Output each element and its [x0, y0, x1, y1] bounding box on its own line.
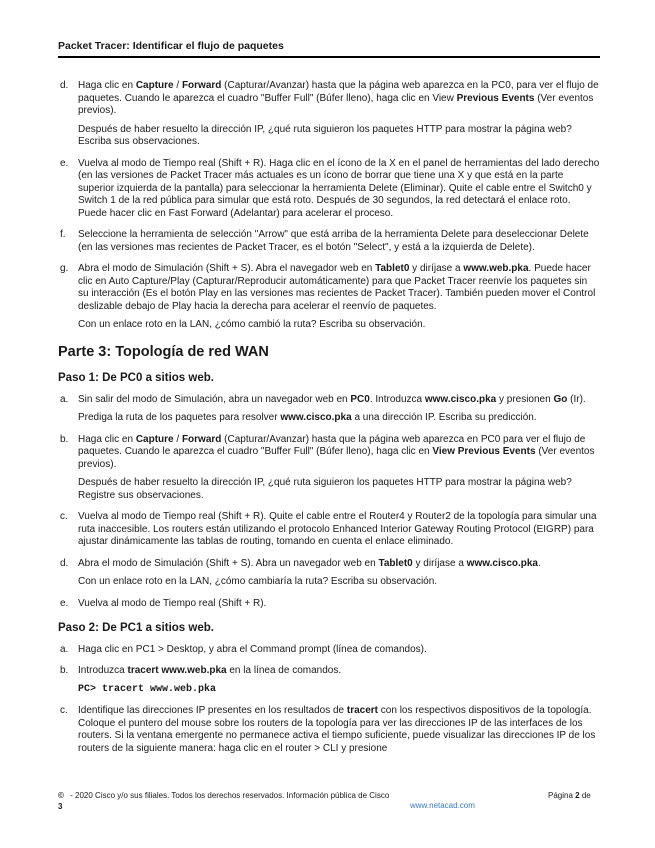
footer-copyright: [58, 790, 458, 812]
item-paragraph: Después de haber resuelto la dirección IP, ¿qué ruta siguieron los paquetes HTTP para mostrar la página web? Registre sus observaciones.: [78, 477, 572, 501]
footer-page-of: de: [581, 791, 591, 800]
bold-term: Capture: [135, 433, 174, 445]
item-paragraph: Sin salir del modo de Simulación, abra un navegador web en PC0. Introduzca www.cisco.pka y presionen Go (Ir).: [78, 393, 586, 405]
footer-page-label: Página: [548, 791, 573, 800]
item-paragraph: Identifique las direcciones IP presentes en los resultados de tracert con los respectivos dispositivos de la topología. Coloque el puntero del mouse sobre los routers de la topología para ver las direcciones IP de las interfaces de los routers. Si la ventana emergente no permanece activa el tiempo suficiente, puede visualizar las direcciones IP de los routers de la siguiente manera: haga clic en el router > CLI y presione: [78, 705, 596, 754]
bold-term: www.cisco.pka: [466, 557, 538, 569]
item-paragraph: Abra el modo de Simulación (Shift + S). Abra un navegador web en Tablet0 y diríjase a www.cisco.pka.: [78, 557, 541, 569]
item-marker: b.: [60, 665, 69, 676]
item-paragraph: Con un enlace roto en la LAN, ¿cómo cambiaría la ruta? Escriba su observación.: [78, 576, 438, 587]
item-paragraph: Vuelva al modo de Tiempo real (Shift + R). Haga clic en el ícono de la X en el panel de herramientas del lado derecho (en las versiones de Packet Tracer más actuales es un ícono de borrar que tiene una X y que está en la parte superior izquierda de la pantalla) para seleccionar la herramienta Delete (Eliminar). Quite el cable entre el Switch0 y Switch 1 de la red pública para simular que está roto. Después de 30 segundos, la red detectará el enlace roto. Puede hacer clic en Fast Forward (Adelantar) para acelerar el proceso.: [78, 157, 600, 219]
item-paragraph: Vuelva al modo de Tiempo real (Shift + R).: [78, 597, 267, 609]
item-marker: a.: [60, 643, 69, 655]
part2-item: [58, 229, 600, 254]
page-header-title: Packet Tracer: Identificar el flujo de paquetes: [58, 40, 284, 52]
item-paragraph: Seleccione la herramienta de selección "Arrow" que está arriba de la herramienta Delete para deseleccionar Delete (en las versiones mas recientes de Packet Tracer, es el botón "Select", y está a la izquierda de Delete).: [78, 229, 589, 253]
bold-term: Capture: [135, 80, 174, 91]
item-marker: c.: [60, 705, 68, 716]
part2-item: [58, 263, 600, 332]
step1-item: [58, 511, 600, 549]
item-paragraph: Haga clic en Capture / Forward (Capturar/Avanzar) hasta que la página web aparezca en PC0 para ver el flujo de paquetes. Cuando le aparezca el cuadro "Buffer Full" (Búfer lleno), haga clic en View Previous Events (Ver eventos previos).: [78, 433, 595, 470]
item-marker: b.: [60, 433, 69, 445]
bold-term: Forward: [181, 433, 222, 445]
bold-term: www.cisco.pka: [280, 412, 352, 423]
item-paragraph: Haga clic en Capture / Forward (Capturar/Avanzar) hasta que la página web aparezca en la PC0, para ver el flujo de paquetes. Cuando le aparezca el cuadro "Buffer Full" (Búfer lleno), haga clic en View Previous Events (Ver eventos previos).: [78, 80, 599, 116]
step1-item: [58, 558, 600, 589]
bold-term: Tablet0: [378, 557, 413, 569]
bold-term: Forward: [181, 80, 222, 91]
item-marker: e.: [60, 597, 69, 609]
step2-item: [58, 665, 600, 696]
item-marker: d.: [60, 557, 69, 569]
step1-item: [58, 598, 600, 611]
copyright-icon: ©: [58, 791, 64, 800]
item-paragraph: Vuelva al modo de Tiempo real (Shift + R). Quite el cable entre el Router4 y Router2 de la topología para simular una ruta inaccesible. Los routers están utilizando el protocolo Enhanced Interior Gateway Routing Protocol (EIGRP) para ajustar dinámicamente las tablas de routing, tomando en cuenta el enlace eliminado.: [78, 511, 597, 547]
bold-term: Tablet0: [375, 263, 410, 274]
footer-page-current: 2: [575, 791, 580, 800]
item-paragraph: Después de haber resuelto la dirección IP, ¿qué ruta siguieron los paquetes HTTP para mostrar la página web? Escriba sus observaciones.: [78, 123, 572, 147]
item-marker: d.: [60, 80, 69, 91]
part2-list: [58, 80, 600, 332]
bold-term: PC0: [350, 393, 370, 405]
bold-term: www.web.pka: [463, 263, 529, 274]
footer-copyright-text: - 2020 Cisco y/o sus filiales. Todos los derechos reservados. Información pública de Cisco: [70, 791, 390, 800]
step1-list: [58, 394, 600, 611]
footer-url-link[interactable]: www.netacad.com: [410, 801, 475, 810]
step2-list: [58, 644, 600, 756]
document-body: [58, 80, 600, 764]
part2-item: [58, 158, 600, 221]
bold-term: Go: [553, 393, 568, 405]
part2-item: [58, 80, 600, 149]
item-marker: c.: [60, 511, 68, 522]
item-paragraph: Prediga la ruta de los paquetes para resolver www.cisco.pka a una dirección IP. Escriba su predicción.: [78, 412, 537, 423]
footer-page-number: [548, 790, 591, 801]
item-paragraph: Haga clic en PC1 > Desktop, y abra el Command prompt (línea de comandos).: [78, 643, 427, 655]
item-paragraph: Con un enlace roto en la LAN, ¿cómo cambió la ruta? Escriba su observación.: [78, 319, 426, 330]
item-marker: g.: [60, 263, 69, 274]
step1-title: Paso 1: De PC0 a sitios web.: [58, 372, 214, 384]
step2-title: Paso 2: De PC1 a sitios web.: [58, 622, 214, 634]
command-example: PC> tracert www.web.pka: [78, 683, 217, 695]
footer-page-total: 3: [58, 802, 63, 811]
bold-term: www.cisco.pka: [424, 393, 497, 405]
item-marker: a.: [60, 393, 69, 405]
item-marker: f.: [60, 229, 66, 240]
item-marker: e.: [60, 157, 69, 169]
page-header: [58, 40, 600, 58]
step1-item: [58, 394, 600, 425]
bold-term: tracert: [346, 705, 379, 716]
item-paragraph: Introduzca tracert www.web.pka en la línea de comandos.: [78, 665, 342, 676]
step1-item: [58, 434, 600, 503]
bold-term: Previous Events: [456, 92, 535, 104]
bold-term: View Previous Events: [432, 446, 536, 457]
bold-term: tracert www.web.pka: [127, 665, 227, 676]
part3-title: Parte 3: Topología de red WAN: [58, 343, 269, 360]
step2-item: [58, 644, 600, 657]
step2-item: [58, 705, 600, 755]
item-paragraph: Abra el modo de Simulación (Shift + S). Abra el navegador web en Tablet0 y diríjase a www.web.pka. Puede hacer clic en Auto Capture/Play (Capturar/Reproducir automáticamente) para que Packet Tracer reenvíe los paquetes sin su interacción (Es el botón Play en las versiones mas recientes de Packet Tracer). También pueden mover el Control deslizable debajo de Play hacia la derecha para acelerar el reenvío de paquetes.: [78, 263, 596, 312]
